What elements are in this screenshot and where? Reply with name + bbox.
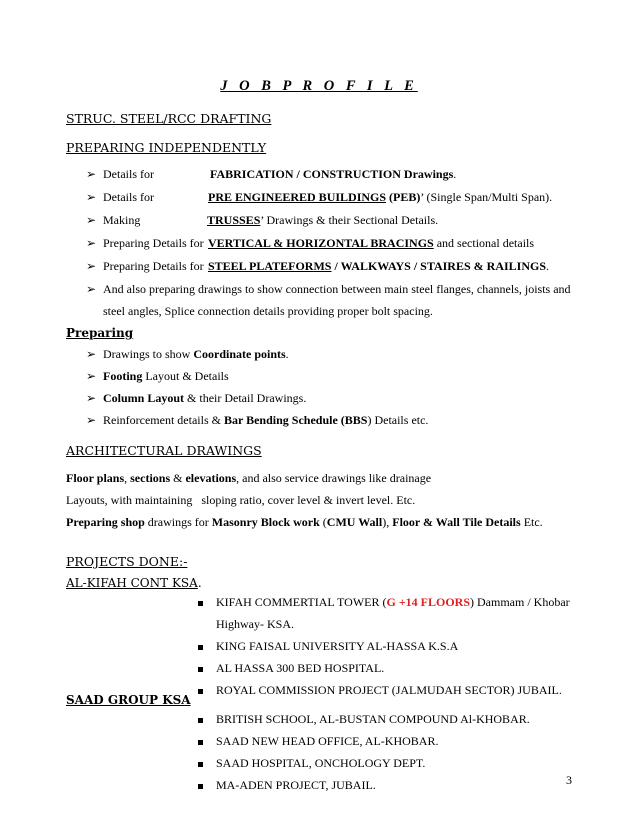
list-item-label: Preparing Details for [103, 259, 204, 273]
list-item-text: Column Layout & their Detail Drawings. [103, 391, 307, 405]
page-title: J O B P R O F I L E [220, 78, 418, 94]
section-preparing: Preparing [66, 326, 134, 340]
arrow-bullet-icon: ➢ [86, 369, 97, 383]
list-item-text: Reinforcement details & Bar Bending Schedule (BBS) Details etc. [103, 413, 429, 427]
list-item-text: KIFAH COMMERTIAL TOWER (G +14 FLOORS) Dammam / Khobar [216, 595, 570, 609]
company-saad-group: SAAD GROUP KSA [66, 693, 191, 707]
list-item-text: ROYAL COMMISSION PROJECT (JALMUDAH SECTOR) JUBAIL. [216, 683, 562, 697]
list-item-text: Footing Layout & Details [103, 369, 229, 383]
arrow-bullet-icon: ➢ [86, 282, 97, 296]
list-item-label: Preparing Details for [103, 236, 204, 250]
arrow-bullet-icon: ➢ [86, 236, 97, 250]
arrow-bullet-icon: ➢ [86, 259, 97, 273]
list-item-text: PRE ENGINEERED BUILDINGS (PEB)’ (Single Span/Multi Span). [208, 190, 553, 204]
list-item-text: BRITISH SCHOOL, AL-BUSTAN COMPOUND Al-KHOBAR. [216, 712, 530, 726]
list-item-text: Highway- KSA. [216, 617, 294, 631]
list-item-label: Details for [103, 190, 154, 204]
section-projects: PROJECTS DONE:- [66, 554, 188, 569]
arrow-bullet-icon: ➢ [86, 167, 97, 181]
list-item-text: Drawings to show Coordinate points. [103, 347, 289, 361]
arch-line-3: Preparing shop drawings for Masonry Block work (CMU Wall), Floor & Wall Tile Details Etc. [66, 515, 543, 529]
square-bullet-icon [198, 645, 203, 650]
company-al-kifah: AL-KIFAH CONT KSA. [66, 576, 202, 590]
arrow-bullet-icon: ➢ [86, 391, 97, 405]
list-item-text: SAAD HOSPITAL, ONCHOLOGY DEPT. [216, 756, 426, 770]
arrow-bullet-icon: ➢ [86, 190, 97, 204]
list-item-text: VERTICAL & HORIZONTAL BRACINGS and sectional details [208, 236, 535, 250]
list-item-text: TRUSSES’ Drawings & their Sectional Details. [207, 213, 439, 227]
arrow-bullet-icon: ➢ [86, 213, 97, 227]
square-bullet-icon [198, 762, 203, 767]
list-item-text: FABRICATION / CONSTRUCTION Drawings. [210, 167, 457, 181]
arrow-bullet-icon: ➢ [86, 347, 97, 361]
square-bullet-icon [198, 784, 203, 789]
list-item-text: MA-ADEN PROJECT, JUBAIL. [216, 778, 376, 792]
section-struc: STRUC. STEEL/RCC DRAFTING [66, 111, 272, 126]
list-item-text: KING FAISAL UNIVERSITY AL-HASSA K.S.A [216, 639, 459, 653]
list-item-label: Making [103, 213, 141, 227]
page-number: 3 [566, 773, 572, 787]
square-bullet-icon [198, 667, 203, 672]
square-bullet-icon [198, 718, 203, 723]
list-item-label: Details for [103, 167, 154, 181]
section-preparing-independently: PREPARING INDEPENDENTLY [66, 140, 267, 155]
list-item-text: AL HASSA 300 BED HOSPITAL. [216, 661, 385, 675]
list-item-text: And also preparing drawings to show connection between main steel flanges, channels, joists and [103, 282, 571, 296]
square-bullet-icon [198, 740, 203, 745]
section-architectural: ARCHITECTURAL DRAWINGS [66, 443, 262, 458]
arrow-bullet-icon: ➢ [86, 413, 97, 427]
list-item-text: steel angles, Splice connection details providing proper bolt spacing. [103, 304, 433, 318]
arch-line-1: Floor plans, sections & elevations, and also service drawings like drainage [66, 471, 432, 485]
square-bullet-icon [198, 601, 203, 606]
list-item-text: STEEL PLATEFORMS / WALKWAYS / STAIRES & RAILINGS. [208, 259, 549, 273]
arch-line-2: Layouts, with maintaining sloping ratio, cover level & invert level. Etc. [66, 493, 416, 507]
list-item-text: SAAD NEW HEAD OFFICE, AL-KHOBAR. [216, 734, 439, 748]
square-bullet-icon [198, 689, 203, 694]
